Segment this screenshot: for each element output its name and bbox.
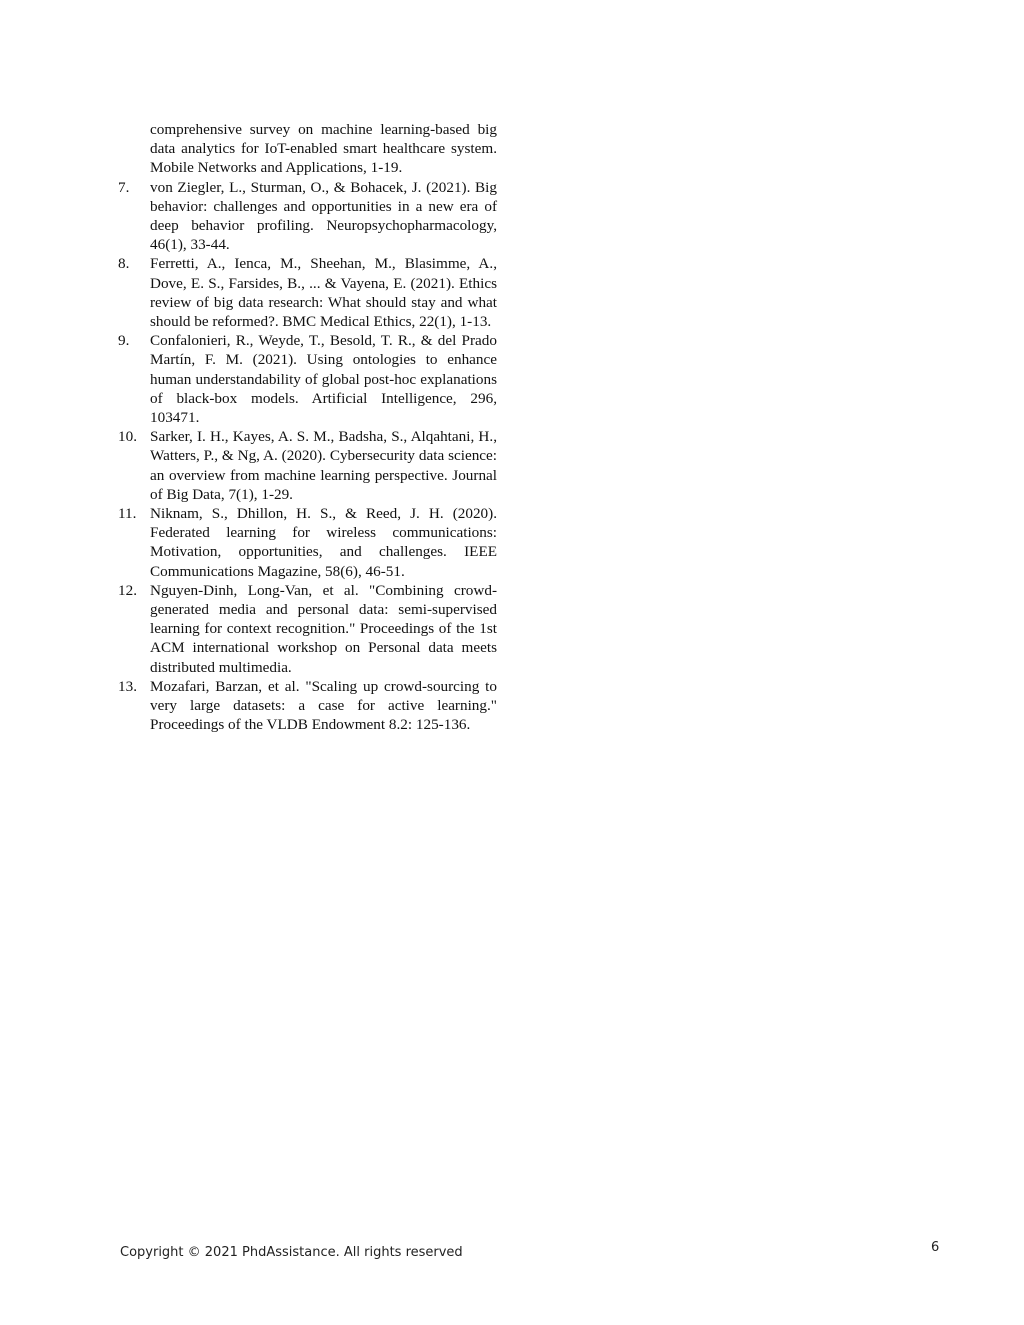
reference-item-7 bbox=[118, 178, 497, 255]
reference-item-9 bbox=[118, 331, 497, 427]
reference-text: Ferretti, A., Ienca, M., Sheehan, M., Blasimme, A., Dove, E. S., Farsides, B., ... & Vayena, E. (2021). Ethics review of big data research: What should stay and what should be reformed?. BMC Medical Ethics, 22(1), 1-13. bbox=[150, 255, 497, 331]
reference-number: 13. bbox=[118, 677, 137, 695]
reference-list bbox=[118, 120, 497, 735]
reference-item-8 bbox=[118, 254, 497, 331]
reference-text: Mozafari, Barzan, et al. "Scaling up crowd-sourcing to very large datasets: a case for active learning." Proceedings of the VLDB Endowment 8.2: 125-136. bbox=[150, 677, 497, 734]
reference-number: 10. bbox=[118, 428, 137, 446]
reference-item-10 bbox=[118, 427, 497, 504]
reference-text: Niknam, S., Dhillon, H. S., & Reed, J. H. (2020). Federated learning for wireless communications: Motivation, opportunities, and challenges. IEEE Communications Magazine, 58(6), 46-51. bbox=[150, 505, 497, 580]
reference-text: Confalonieri, R., Weyde, T., Besold, T. R., & del Prado Martín, F. M. (2021). Using ontologies to enhance human understandability of global post-hoc explanations of black-box models. Artificial Intelligence, 296, 103471. bbox=[150, 332, 497, 427]
footer-copyright: Copyright © 2021 PhdAssistance. All rights reserved bbox=[120, 1245, 463, 1260]
reference-number: 12. bbox=[118, 581, 137, 599]
reference-text: von Ziegler, L., Sturman, O., & Bohacek, J. (2021). Big behavior: challenges and opportunities in a new era of deep behavior profiling. Neuropsychopharmacology, 46(1), 33-44. bbox=[150, 178, 497, 254]
page-number: 6 bbox=[931, 1240, 940, 1255]
reference-item-6-continued bbox=[118, 120, 497, 178]
reference-item-13 bbox=[118, 677, 497, 735]
reference-text: comprehensive survey on machine learning-based big data analytics for IoT-enabled smart healthcare system. Mobile Networks and Applications, 1-19. bbox=[150, 121, 497, 177]
reference-item-11 bbox=[118, 504, 497, 581]
reference-number: 11. bbox=[118, 505, 137, 523]
reference-text: Sarker, I. H., Kayes, A. S. M., Badsha, S., Alqahtani, H., Watters, P., & Ng, A. (2020). Cybersecurity data science: an overview from machine learning perspective. Journal of Big Data, 7(1), 1-29. bbox=[150, 428, 497, 503]
reference-number: 7. bbox=[118, 178, 130, 196]
reference-number: 9. bbox=[118, 332, 130, 350]
reference-item-12 bbox=[118, 581, 497, 677]
reference-number: 8. bbox=[118, 255, 130, 273]
reference-text: Nguyen-Dinh, Long-Van, et al. "Combining crowd-generated media and personal data: semi-supervised learning for context recognition." Proceedings of the 1st ACM international workshop on Personal data meets distributed multimedia. bbox=[150, 581, 497, 676]
